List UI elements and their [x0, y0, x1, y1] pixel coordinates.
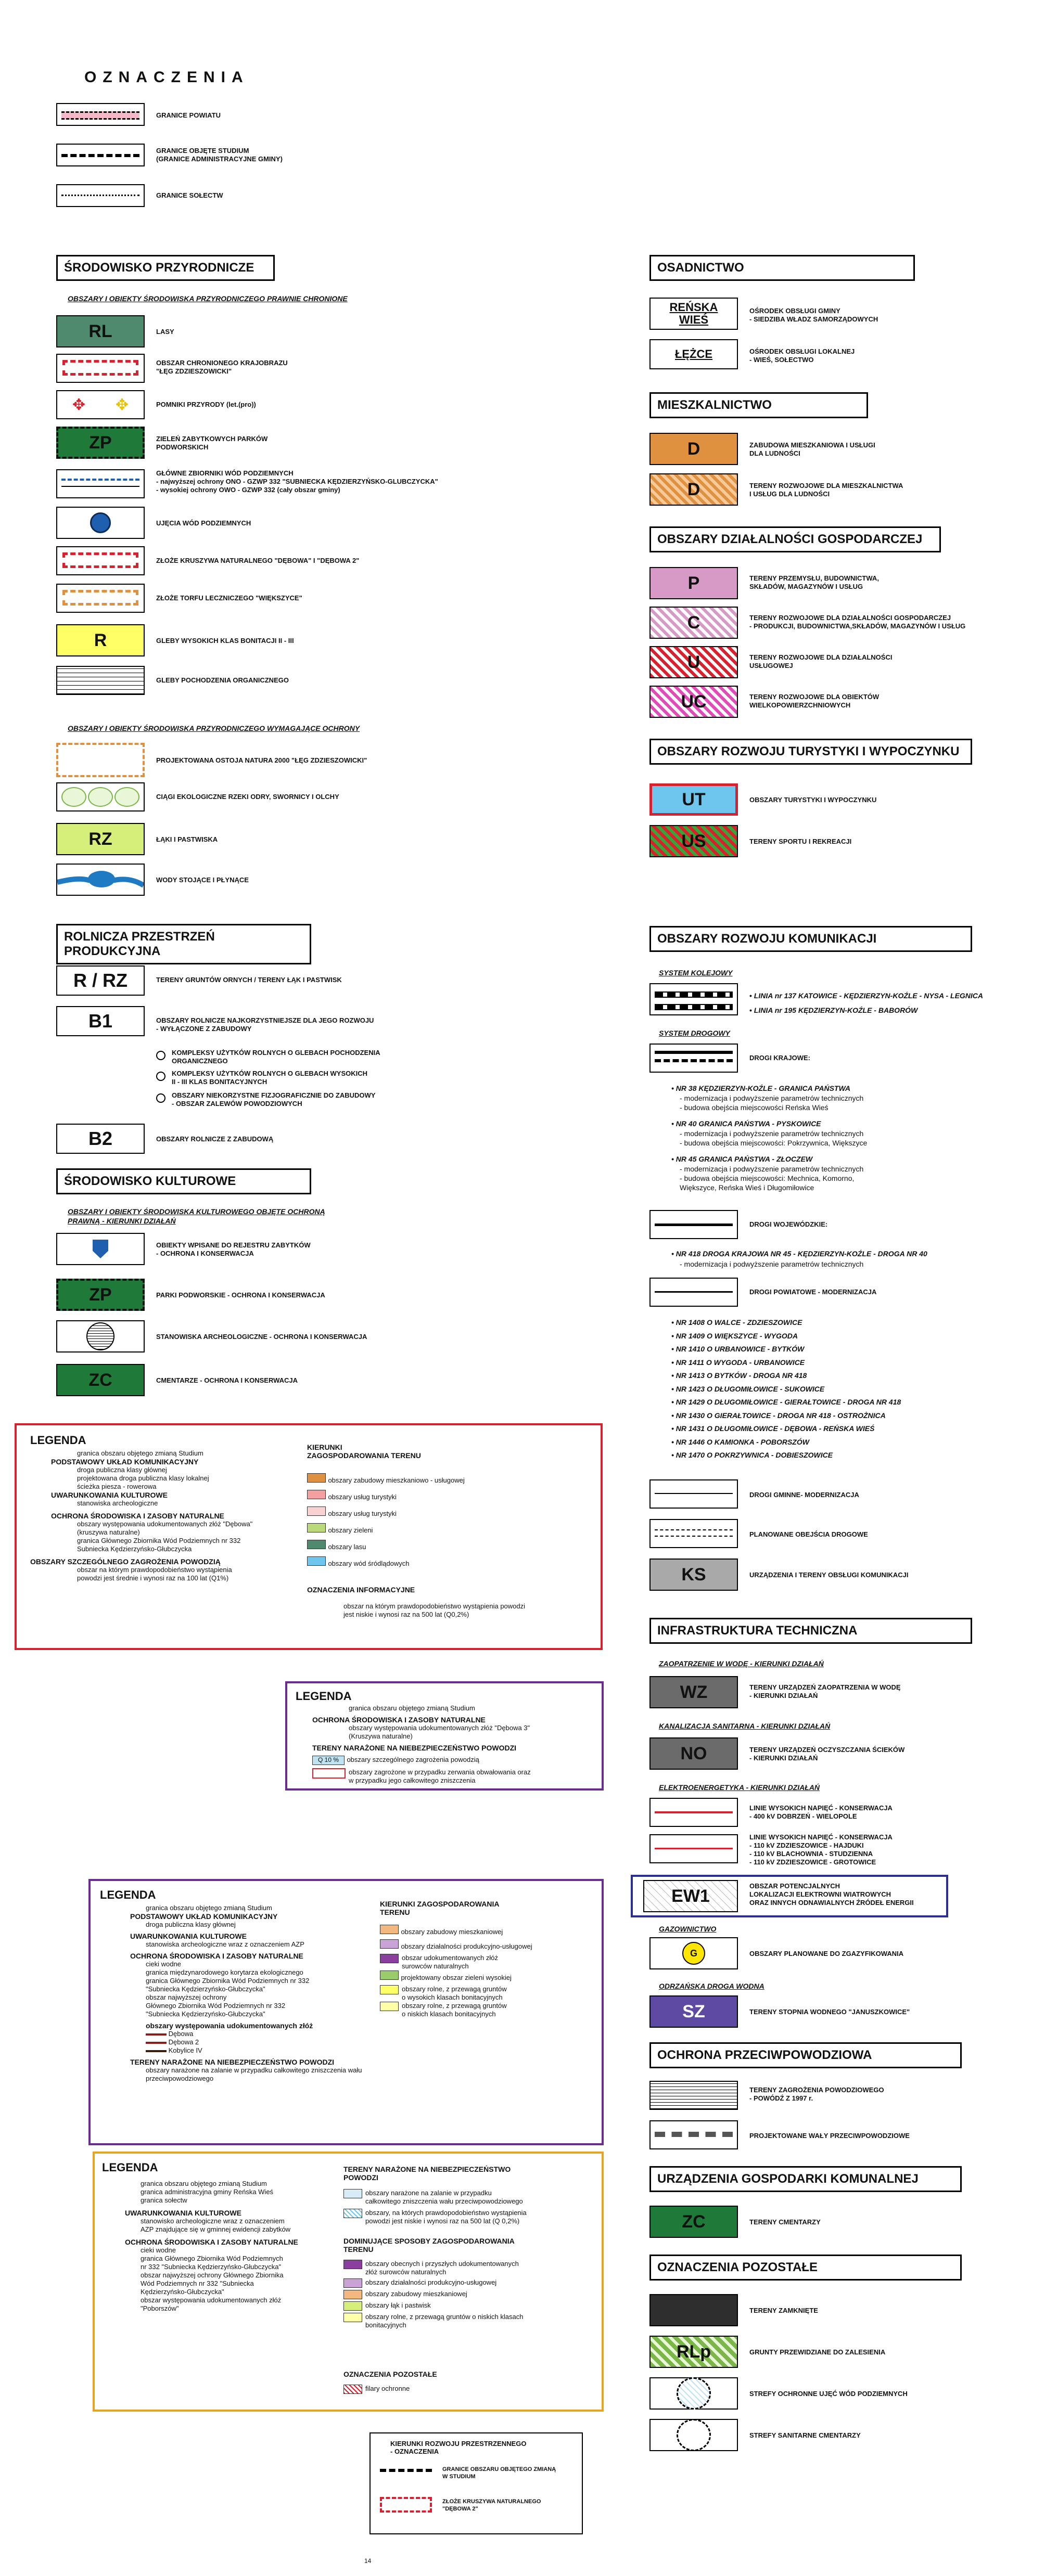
legend-item: granica sołectw [141, 2196, 187, 2204]
water-stage-label: TERENY STOPNIA WODNEGO "JANUSZKOWICE" [749, 2008, 910, 2016]
list-item-desc: - modernizacja i podwyższenie parametrów technicznych - budowa obejścia miejscowości Reńska Wieś [680, 1094, 864, 1112]
culture-heading: ŚRODOWISKO KULTUROWE [56, 1168, 311, 1194]
boundary-county-label: GRANICE POWIATU [156, 111, 221, 119]
legend-swatch [307, 1540, 326, 1549]
organic-complex-label: KOMPLEKSY UŻYTKÓW ROLNYCH O GLEBACH POCHODZENIA ORGANICZNEGO [172, 1049, 380, 1065]
legend-item: Dębowa [146, 2030, 369, 2038]
legend-item: obszar najwyższej ochrony Głównego Zbiornika Wód Podziemnych nr 332 "Subniecka Kędzierzyńsko-Głubczycka" [141, 2271, 284, 2296]
legend-item: obszary narażone na zalanie w przypadku całkowitego zniszczenia wału przeciwpowodziowego [343, 2189, 593, 2206]
tourism-heading: OBSZARY ROZWOJU TURYSTYKI I WYPOCZYNKU [649, 739, 972, 765]
power-400-symbol [649, 1798, 738, 1827]
legend-swatch [307, 1506, 326, 1516]
organic-soil-symbol [56, 666, 145, 695]
forest-label: LASY [156, 328, 174, 336]
legend-item: TERENY NARAŻONE NA NIEBEZPIECZEŃSTWO POWODZI [312, 1744, 517, 1752]
legend-item: granica Głównego Zbiornika Wód Podziemnych nr 332 Subniecka Kędzierzyńsko-Głubczycka [77, 1537, 241, 1553]
industry-label: TERENY PRZEMYSŁU, BUDOWNICTWA, SKŁADÓW, MAGAZYNÓW I USŁUG [749, 574, 879, 590]
legend-item: obszary działalności produkcyjno-usługowej [380, 1939, 532, 1954]
bullet-circle [156, 1072, 165, 1081]
legend-item: UWARUNKOWANIA KULTUROWE [51, 1491, 168, 1499]
organic-soil-label: GLEBY POCHODZENIA ORGANICZNEGO [156, 676, 289, 684]
list-item: • NR 1446 O KAMIONKA - POBORSZÓW [671, 1437, 809, 1446]
housing-heading: MIESZKALNICTWO [649, 392, 868, 418]
levee-symbol [649, 2120, 738, 2149]
legend-item: obszary zabudowy mieszkaniowej [380, 1925, 532, 1939]
legend-item: obszary wód śródlądowych [307, 1555, 465, 1572]
flood-area-label: OBSZARY NIEKORZYSTNE FIZJOGRAFICZNIE DO ZABUDOWY - OBSZAR ZALEWÓW POWODZIOWYCH [172, 1091, 376, 1107]
national-road-list [671, 1083, 1036, 1192]
power-400-label: LINIE WYSOKICH NAPIĘĆ - KONSERWACJA - 400 kV DOBRZEŃ - WIELOPOLE [749, 1804, 893, 1820]
legend-item: droga publiczna klasy głównej [77, 1466, 167, 1474]
arable-symbol: R / RZ [56, 965, 145, 996]
high-class-soil-symbol: R [56, 624, 145, 656]
list-item: • NR 1409 O WIĘKSZYCE - WYGODA [671, 1331, 798, 1340]
legend-item: obszary zagrożone w przypadku zerwania obwałowania oraz w przypadku jego całkowitego zniszczenia [312, 1768, 593, 1785]
b2-symbol: B2 [56, 1124, 145, 1154]
list-item: • NR 1431 O DŁUGOMIŁOWICE - DĘBOWA - REŃSKA WIEŚ [671, 1424, 875, 1433]
tourism-label: OBSZARY TURYSTYKI I WYPOCZYNKU [749, 796, 877, 804]
economy-heading: OBSZARY DZIAŁALNOŚCI GOSPODARCZEJ [649, 526, 941, 552]
legend-small-deposit-label: ZŁOŻE KRUSZYWA NATURALNEGO "DĘBOWA 2" [442, 2498, 541, 2512]
legend-red-left [30, 1449, 322, 1582]
nature-monument-symbol [56, 390, 145, 419]
voivodeship-road-symbol [649, 1210, 738, 1239]
boundary-village-label: GRANICE SOŁECTW [156, 191, 223, 199]
legend-item: Kobylice IV [146, 2046, 369, 2055]
water-intake-label: UJĘCIA WÓD PODZIEMNYCH [156, 519, 251, 527]
cemetery-symbol: ZC [56, 1364, 145, 1396]
legend-orange-title: LEGENDA [102, 2161, 158, 2174]
legend-item: obszary występowania udokumentowanych złóż [146, 2021, 313, 2030]
legend-purple2-right-title: KIERUNKI ZAGOSPODAROWANIA TERENU [380, 1900, 500, 1916]
legend-item: obszary zieleni [307, 1522, 465, 1539]
legend-item: granica obszaru objętego zmianą Studium [141, 2180, 267, 2187]
legend-item: obszary rolne, z przewagą gruntów o niskich klasach bonitacyjnych [343, 2313, 593, 2329]
legend-swatch [312, 1768, 346, 1779]
list-item: • LINIA nr 195 KĘDZIERZYN-KOŹLE - BABORÓW [749, 1006, 918, 1014]
legend-swatch [343, 2189, 362, 2198]
legend-item: granica administracyjna gminy Reńska Wieś [141, 2188, 274, 2196]
legend-item: obszary rolne, z przewagą gruntów o niskich klasach bonitacyjnych [380, 2002, 532, 2018]
county-road-list [671, 1316, 1036, 1462]
legend-item: obszar udokumentowanych złóż surowców naturalnych [380, 1954, 532, 1970]
legend-orange-other-title: OZNACZENIA POZOSTAŁE [343, 2370, 437, 2378]
legend-item: Q 10 % obszary szczególnego zagrożenia powodzią [312, 1755, 593, 1765]
list-item: • NR 1470 O POKRZYWNICA - DOBIESZOWICE [671, 1451, 833, 1459]
legend-red-info-title: OZNACZENIA INFORMACYJNE [307, 1586, 415, 1594]
waters-label: WODY STOJĄCE I PŁYNĄCE [156, 876, 249, 884]
legend-small-boundary-swatch [380, 2469, 432, 2472]
legend-item: projektowana droga publiczna klasy lokalnej [77, 1474, 209, 1482]
b2-label: OBSZARY ROLNICZE Z ZABUDOWĄ [156, 1135, 274, 1143]
housing-dev-symbol: D [649, 473, 738, 506]
bullet-circle [156, 1093, 165, 1103]
legend-swatch [343, 2385, 362, 2394]
shield-icon [93, 1240, 108, 1258]
natura-2000-symbol [56, 743, 145, 777]
sport-symbol: US [649, 825, 738, 857]
list-item-desc: - modernizacja i podwyższenie parametrów technicznych [680, 1260, 864, 1268]
boundary-county-symbol [56, 103, 145, 126]
agri-heading: ROLNICZA PRZESTRZEŃ PRODUKCYJNA [56, 924, 311, 964]
gas-icon: G [682, 1942, 705, 1965]
high-soil-complex-label: KOMPLEKSY UŻYTKÓW ROLNYCH O GLEBACH WYSOKICH II - III KLAS BONITACYJNYCH [172, 1070, 368, 1086]
legend-item: stanowiska archeologiczne wraz z oznaczeniem AZP [146, 1940, 304, 1948]
commune-road-label: DROGI GMINNE- MODERNIZACJA [749, 1491, 859, 1499]
housing-label: ZABUDOWA MIESZKANIOWA I USŁUGI DLA LUDNOŚCI [749, 441, 875, 457]
legend-item: obszary usług turystyki [307, 1489, 465, 1505]
water-intake-icon [90, 512, 111, 533]
legend-item: obszary zabudowy mieszkaniowej [343, 2290, 593, 2299]
legend-swatch [307, 1473, 326, 1483]
aggregate-deposit-symbol [56, 546, 145, 575]
water-stage-symbol: SZ [649, 1995, 738, 2028]
legend-item: obszary lasu [307, 1539, 465, 1555]
nature-sub2: OBSZARY I OBIEKTY ŚRODOWISKA PRZYRODNICZEGO WYMAGAJĄCE OCHRONY [68, 724, 360, 732]
wind-label: OBSZAR POTENCJALNYCH LOKALIZACJI ELEKTROWNI WIATROWYCH ORAZ INNYCH ODNAWIALNYCH ŹRÓDEŁ ENERGII [749, 1882, 914, 1907]
legend-item: obszar występowania udokumentowanych złóż "Poborszów" [141, 2296, 282, 2312]
list-item: • NR 1408 O WALCE - ZDZIESZOWICE [671, 1318, 802, 1326]
legend-item: granica obszaru objętego zmianą Studium [349, 1704, 475, 1712]
legend-item: obszary rolne, z przewagą gruntów o wysokich klasach bonitacyjnych [380, 1985, 532, 2002]
boundary-study-symbol [56, 144, 145, 166]
legend-item: obszar na którym prawdopodobieństwo wystąpienia powodzi jest średnie i wynosi raz na 100 lat (Q1%) [77, 1566, 232, 1582]
legend-item: obszary zabudowy mieszkaniowo - usługowej [307, 1472, 465, 1489]
legend-purple2-right [380, 1925, 532, 2018]
legend-item: obszar najwyższej ochrony Głównego Zbiornika Wód Podziemnych nr 332 "Subniecka Kędzierzyńsko-Głubczycka" [146, 1993, 286, 2018]
infra-heading: INFRASTRUKTURA TECHNICZNA [649, 1618, 972, 1644]
legend-swatch [146, 2050, 167, 2052]
legend-item: obszary, na których prawdopodobieństwo wystąpienia powodzi jest niskie i wynosi raz na 500 lat (Q 0,2%) [343, 2209, 593, 2225]
cemetery-zone-symbol [649, 2419, 738, 2451]
legend-item: granica międzynarodowego korytarza ekologicznego [146, 1968, 303, 1976]
nature-monument-label: POMNIKI PRZYRODY (let.(pro)) [156, 401, 256, 408]
legend-item: granica Głównego Zbiornika Wód Podziemnych nr 332 "Subniecka Kędzierzyńsko-Głubczycka" [141, 2255, 283, 2271]
bypass-symbol [649, 1519, 738, 1548]
legend-swatch [380, 1954, 399, 1963]
legend-small-boundary-label: GRANICE OBSZARU OBJĘTEGO ZMIANĄ W STUDIUM [442, 2466, 556, 2480]
arable-label: TERENY GRUNTÓW ORNYCH / TERENY ŁĄK I PASTWISK [156, 976, 342, 984]
forest-symbol: RL [56, 315, 145, 347]
legend-item: cieki wodne [146, 1960, 181, 1968]
water-supply-title: ZAOPATRZENIE W WODĘ - KIERUNKI DZIAŁAŃ [659, 1659, 824, 1668]
page-title: OZNACZENIA [84, 69, 249, 86]
legend-item: OCHRONA ŚRODOWISKA I ZASOBY NATURALNE [125, 2238, 298, 2246]
legend-swatch: Q 10 % [312, 1756, 345, 1765]
sewer-title: KANALIZACJA SANITARNA - KIERUNKI DZIAŁAŃ [659, 1722, 831, 1730]
legend-item: ścieżka piesza - rowerowa [77, 1483, 157, 1490]
national-road-label: DROGI KRAJOWE: [749, 1054, 810, 1062]
transport-service-label: URZĄDZENIA I TERENY OBSŁUGI KOMUNIKACJI [749, 1571, 909, 1579]
legend-item: obszary występowania udokumentowanych złóż "Dębowa" (kruszywa naturalne) [77, 1520, 253, 1536]
sewage-label: TERENY URZĄDZEŃ OCZYSZCZANIA ŚCIEKÓW - KIERUNKI DZIAŁAŃ [749, 1746, 905, 1762]
groundwater-symbol [56, 469, 145, 498]
municipal-cemetery-symbol: ZC [649, 2206, 738, 2238]
closed-area-label: TERENY ZAMKNIĘTE [749, 2307, 818, 2314]
legend-purple1-title: LEGENDA [296, 1690, 352, 1703]
legend-item: filary ochronne [343, 2385, 410, 2394]
high-class-soil-label: GLEBY WYSOKICH KLAS BONITACJI II - III [156, 637, 294, 645]
legend-purple1-list [312, 1704, 593, 1785]
bypass-label: PLANOWANE OBEJŚCIA DROGOWE [749, 1530, 868, 1538]
housing-symbol: D [649, 433, 738, 465]
legend-item: projektowany obszar zieleni wysokiej [380, 1970, 532, 1985]
legend-small-title: KIERUNKI ROZWOJU PRZESTRZENNEGO - OZNACZENIA [390, 2440, 527, 2455]
tourism-symbol: UT [649, 783, 738, 816]
municipal-heading: URZĄDZENIA GOSPODARKI KOMUNALNEJ [649, 2166, 962, 2192]
legend-item: OCHRONA ŚRODOWISKA I ZASOBY NATURALNE [130, 1952, 303, 1960]
rail-list [749, 988, 983, 1017]
legend-swatch [380, 2002, 399, 2011]
archaeology-label: STANOWISKA ARCHEOLOGICZNE - OCHRONA I KONSERWACJA [156, 1333, 367, 1341]
peat-deposit-label: ZŁOŻE TORFU LECZNICZEGO "WIĘKSZYCE" [156, 594, 302, 602]
legend-item: UWARUNKOWANIA KULTUROWE [125, 2209, 241, 2217]
list-item: • NR 1411 O WYGODA - URBANOWICE [671, 1358, 805, 1367]
legend-swatch [380, 1925, 399, 1934]
meadow-symbol: RZ [56, 823, 145, 855]
nature-monument-icon: ✥ [115, 396, 129, 414]
legend-swatch [343, 2313, 362, 2322]
gas-label: OBSZARY PLANOWANE DO ZGAZYFIKOWANIA [749, 1950, 904, 1957]
boundary-village-symbol [56, 184, 145, 207]
list-item: • NR 1410 O URBANOWICE - BYTKÓW [671, 1345, 805, 1353]
legend-red-info: obszar na którym prawdopodobieństwo wystąpienia powodzi jest niskie i wynosi raz na 500 lat (Q0,2%) [343, 1602, 526, 1618]
legend-item: cieki wodne [141, 2246, 176, 2254]
intake-zone-icon [677, 2377, 711, 2410]
local-center-symbol: ŁĘŻCE [649, 339, 738, 369]
nature-monument-icon: ✥ [72, 396, 86, 414]
culture-sub: OBSZARY I OBIEKTY ŚRODOWISKA KULTUROWEGO OBJĘTE OCHRONĄ PRAWNĄ - KIERUNKI DZIAŁAŃ [68, 1207, 325, 1225]
gas-title: GAZOWNICTWO [659, 1925, 717, 1933]
rail-symbol [649, 983, 738, 1015]
legend-item: obszary łąk i pastwisk [343, 2301, 593, 2311]
list-item-desc: - modernizacja i podwyższenie parametrów technicznych - budowa obejścia miejscowości: Pokrzywnica, Większyce [680, 1129, 868, 1147]
list-item: • NR 1430 O GIERAŁTOWICE - DROGA NR 418 - OSTROŻNICA [671, 1411, 886, 1420]
legend-item: OCHRONA ŚRODOWISKA I ZASOBY NATURALNE [51, 1512, 224, 1520]
aggregate-deposit-label: ZŁOŻE KRUSZYWA NATURALNEGO "DĘBOWA" I "DĘBOWA 2" [156, 557, 360, 564]
commune-center-symbol: REŃSKA WIEŚ [649, 298, 738, 330]
national-road-symbol [649, 1044, 738, 1073]
wind-symbol: EW1 [643, 1880, 738, 1912]
list-item-desc: - modernizacja i podwyższenie parametrów technicznych - budowa obejścia miejscowości: Mechnica, Komorno, Większyce, Reńska Wieś i Długomiłowice [680, 1165, 864, 1192]
economy-dev-symbol: C [649, 607, 738, 639]
list-item: • NR 1429 O DŁUGOMIŁOWICE - GIERAŁTOWICE - DROGA NR 418 [671, 1398, 901, 1406]
intake-zone-label: STREFY OCHRONNE UJĘĆ WÓD PODZIEMNYCH [749, 2390, 908, 2398]
large-scale-symbol: UC [649, 686, 738, 718]
afforestation-label: GRUNTY PRZEWIDZIANE DO ZALESIENIA [749, 2348, 886, 2356]
municipal-cemetery-label: TERENY CMENTARZY [749, 2218, 821, 2226]
voivodeship-road-label: DROGI WOJEWÓDZKIE: [749, 1220, 828, 1228]
legend-item: OBSZARY SZCZEGÓLNEGO ZAGROŻENIA POWODZIĄ [30, 1557, 221, 1566]
legend-item: obszary występowania udokumentowanych złóż "Dębowa 3" (Kruszywa naturalne) [349, 1724, 530, 1740]
eco-corridor-label: CIĄGI EKOLOGICZNE RZEKI ODRY, SWORNICY I OLCHY [156, 793, 339, 801]
legend-swatch [307, 1556, 326, 1566]
waters-symbol [56, 864, 145, 896]
water-intake-symbol [56, 507, 145, 539]
legend-purple2-left [109, 1904, 369, 2083]
closed-area-symbol [649, 2294, 738, 2326]
legend-item: granica obszaru objętego zmianą Studium [77, 1449, 203, 1457]
transport-service-symbol: KS [649, 1559, 738, 1591]
economy-dev-label: TERENY ROZWOJOWE DLA DZIAŁALNOŚCI GOSPODARCZEJ - PRODUKCJI, BUDOWNICTWA,SKŁADÓW, MAGAZYNÓW I USŁUG [749, 614, 966, 630]
power-110-symbol [649, 1834, 738, 1863]
levee-label: PROJEKTOWANE WAŁY PRZECIWPOWODZIOWE [749, 2132, 910, 2140]
legend-item: granica obszaru objętego zmianą Studium [146, 1904, 272, 1912]
cemetery-label: CMENTARZE - OCHRONA I KONSERWACJA [156, 1376, 298, 1384]
legend-item: TERENY NARAŻONE NA NIEBEZPIECZEŃSTWO POWODZI [130, 2058, 335, 2066]
water-supply-label: TERENY URZĄDZEŃ ZAOPATRZENIA W WODĘ - KIERUNKI DZIAŁAŃ [749, 1683, 901, 1699]
historic-park-label: ZIELEŃ ZABYTKOWYCH PARKÓW PODWORSKICH [156, 435, 268, 451]
legend-item: obszary działalności produkcyjno-usługowej [343, 2278, 593, 2288]
services-dev-label: TERENY ROZWOJOWE DLA DZIAŁALNOŚCI USŁUGOWEJ [749, 653, 893, 669]
list-item: • NR 1423 O DŁUGOMIŁOWICE - SUKOWICE [671, 1384, 825, 1393]
voivodeship-road-list [671, 1248, 1036, 1269]
legend-item: OCHRONA ŚRODOWISKA I ZASOBY NATURALNE [312, 1716, 486, 1724]
flood-zone-label: TERENY ZAGROŻENIA POWODZIOWEGO - POWÓDŹ Z 1997 r. [749, 2086, 884, 2102]
intake-zone-symbol [649, 2377, 738, 2410]
transport-heading: OBSZARY ROZWOJU KOMUNIKACJI [649, 926, 972, 952]
groundwater-label: GŁÓWNE ZBIORNIKI WÓD PODZIEMNYCH - najwyższej ochrony ONO - GZWP 332 "SUBNIECKA KĘDZIERZYŃSKO-GLUBCZYCKA" - wysokiej ochrony OWO - GZWP 332 (cały obszar gminy) [156, 469, 438, 494]
legend-red-right [307, 1472, 465, 1572]
archaeology-symbol [56, 1320, 145, 1353]
meadow-label: ŁĄKI I PASTWISKA [156, 835, 218, 843]
list-item: • NR 45 GRANICA PAŃSTWA - ZŁOCZEW [671, 1155, 813, 1163]
cemetery-zone-icon [677, 2419, 711, 2451]
eco-corridor-symbol [56, 782, 145, 812]
manor-park-label: PARKI PODWORSKIE - OCHRONA I KONSERWACJA [156, 1291, 325, 1299]
legend-swatch [307, 1523, 326, 1532]
sport-label: TERENY SPORTU I REKREACJI [749, 838, 852, 845]
bullet-circle [156, 1051, 165, 1060]
legend-swatch [343, 2209, 362, 2218]
industry-symbol: P [649, 567, 738, 599]
legend-swatch [380, 1939, 399, 1949]
monument-register-symbol [56, 1233, 145, 1265]
legend-item: stanowisko archeologiczne wraz z oznaczeniem AZP znajdujące się w gminnej ewidencji zabytków [141, 2217, 291, 2233]
other-heading: OZNACZENIA POZOSTAŁE [649, 2255, 962, 2281]
landscape-area-symbol [56, 354, 145, 383]
legend-red-title: LEGENDA [30, 1434, 86, 1447]
historic-park-symbol: ZP [56, 427, 145, 459]
legend-orange-right [343, 2260, 593, 2329]
legend-item: PODSTAWOWY UKŁAD KOMUNIKACYJNY [51, 1458, 199, 1466]
legend-swatch [146, 2042, 167, 2044]
legend-swatch [343, 2301, 362, 2311]
list-item: • LINIA nr 137 KATOWICE - KĘDZIERZYN-KOŹLE - NYSA - LEGNICA [749, 991, 984, 1000]
power-title: ELEKTROENERGETYKA - KIERUNKI DZIAŁAŃ [659, 1783, 820, 1792]
legend-swatch [380, 1985, 399, 1994]
legend-orange-right-title2: DOMINUJĄCE SPOSOBY ZAGOSPODAROWANIA TERENU [343, 2237, 515, 2253]
commune-road-symbol [649, 1479, 738, 1509]
county-road-label: DROGI POWIATOWE - MODERNIZACJA [749, 1288, 877, 1296]
archaeology-icon [86, 1322, 114, 1350]
water-supply-symbol: WZ [649, 1676, 738, 1708]
legend-purple2-title: LEGENDA [100, 1888, 156, 1901]
legend-swatch [146, 2033, 167, 2036]
legend-swatch [380, 1970, 399, 1980]
legend-item: obszary narażone na zalanie w przypadku całkowitego zniszczenia wału przeciwpowodziowego [146, 2066, 362, 2082]
legend-orange-left [104, 2180, 343, 2313]
list-item: • NR 40 GRANICA PAŃSTWA - PYSKOWICE [671, 1119, 821, 1128]
monument-register-label: OBIEKTY WPISANE DO REJESTRU ZABYTKÓW - OCHRONA I KONSERWACJA [156, 1241, 311, 1257]
waterway-title: ODRZAŃSKA DROGA WODNA [659, 1982, 764, 1990]
gas-symbol [649, 1937, 738, 1969]
page-number: 14 [364, 2557, 372, 2565]
legend-item: droga publiczna klasy głównej [146, 1921, 236, 1928]
housing-dev-label: TERENY ROZWOJOWE DLA MIESZKALNICTWA I USŁUG DLA LUDNOŚCI [749, 482, 903, 498]
large-scale-label: TERENY ROZWOJOWE DLA OBIEKTÓW WIELKOPOWIERZCHNIOWYCH [749, 693, 880, 709]
legend-item: granica Głównego Zbiornika Wód Podziemnych nr 332 "Subniecka Kędzierzyńsko-Głubczycka" [146, 1977, 310, 1993]
legend-red-right-title: KIERUNKI ZAGOSPODAROWANIA TERENU [307, 1443, 421, 1460]
county-road-symbol [649, 1278, 738, 1307]
sewage-symbol: NO [649, 1737, 738, 1770]
manor-park-symbol: ZP [56, 1279, 145, 1311]
list-item: • NR 418 DROGA KRAJOWA NR 45 - KĘDZIERZYN-KOŹLE - DROGA NR 40 [671, 1250, 927, 1258]
landscape-area-label: OBSZAR CHRONIONEGO KRAJOBRAZU "ŁĘG ZDZIESZOWICKI" [156, 359, 288, 375]
settlement-heading: OSADNICTWO [649, 255, 915, 281]
legend-item: obszary obecnych i przyszłych udokumentowanych złóż surowców naturalnych [343, 2260, 593, 2276]
list-item: • NR 38 KĘDZIERZYN-KOŹLE - GRANICA PAŃSTWA [671, 1084, 851, 1092]
b1-symbol: B1 [56, 1006, 145, 1036]
legend-item: UWARUNKOWANIA KULTUROWE [130, 1932, 247, 1940]
legend-orange-right-top [343, 2189, 593, 2225]
legend-swatch [343, 2260, 362, 2269]
cemetery-zone-label: STREFY SANITARNE CMENTARZY [749, 2431, 861, 2439]
local-center-label: OŚRODEK OBSŁUGI LOKALNEJ - WIEŚ, SOŁECTWO [749, 347, 855, 364]
legend-item: PODSTAWOWY UKŁAD KOMUNIKACYJNY [130, 1912, 278, 1921]
natura-2000-label: PROJEKTOWANA OSTOJA NATURA 2000 "ŁĘG ZDZIESZOWICKI" [156, 756, 367, 764]
list-item: • NR 1413 O BYTKÓW - DROGA NR 418 [671, 1371, 807, 1380]
power-110-label: LINIE WYSOKICH NAPIĘĆ - KONSERWACJA - 110 kV ZDZIESZOWICE - HAJDUKI - 110 kV BLACHOWNIA - STUDZIENNA - 110 kV ZDZIESZOWICE - GROTOWICE [749, 1833, 893, 1866]
peat-deposit-symbol [56, 584, 145, 613]
waters-icon [57, 865, 144, 895]
legend-swatch [343, 2278, 362, 2288]
nature-sub1: OBSZARY I OBIEKTY ŚRODOWISKA PRZYRODNICZEGO PRAWNIE CHRONIONE [68, 294, 348, 303]
legend-item: Dębowa 2 [146, 2038, 369, 2046]
rail-title: SYSTEM KOLEJOWY [659, 969, 733, 977]
afforestation-symbol: RLp [649, 2336, 738, 2368]
commune-center-label: OŚRODEK OBSŁUGI GMINY - SIEDZIBA WŁADZ SAMORZĄDOWYCH [749, 307, 878, 323]
legend-swatch [307, 1490, 326, 1499]
legend-swatch [343, 2290, 362, 2299]
flood-heading: OCHRONA PRZECIWPOWODZIOWA [649, 2042, 962, 2068]
legend-small-deposit-swatch [380, 2497, 432, 2513]
legend-item: obszary usług turystyki [307, 1505, 465, 1522]
road-title: SYSTEM DROGOWY [659, 1029, 730, 1037]
services-dev-symbol: U [649, 646, 738, 678]
boundary-study-label: GRANICE OBJĘTE STUDIUM (GRANICE ADMINISTRACYJNE GMINY) [156, 147, 283, 163]
b1-label: OBSZARY ROLNICZE NAJKORZYSTNIEJSZE DLA JEGO ROZWOJU - WYŁĄCZONE Z ZABUDOWY [156, 1016, 374, 1033]
nature-heading: ŚRODOWISKO PRZYRODNICZE [56, 255, 275, 281]
flood-zone-symbol [649, 2081, 738, 2110]
legend-item: stanowiska archeologiczne [77, 1499, 158, 1507]
legend-orange-right-title: TERENY NARAŻONE NA NIEBEZPIECZEŃSTWO POWODZI [343, 2165, 511, 2182]
